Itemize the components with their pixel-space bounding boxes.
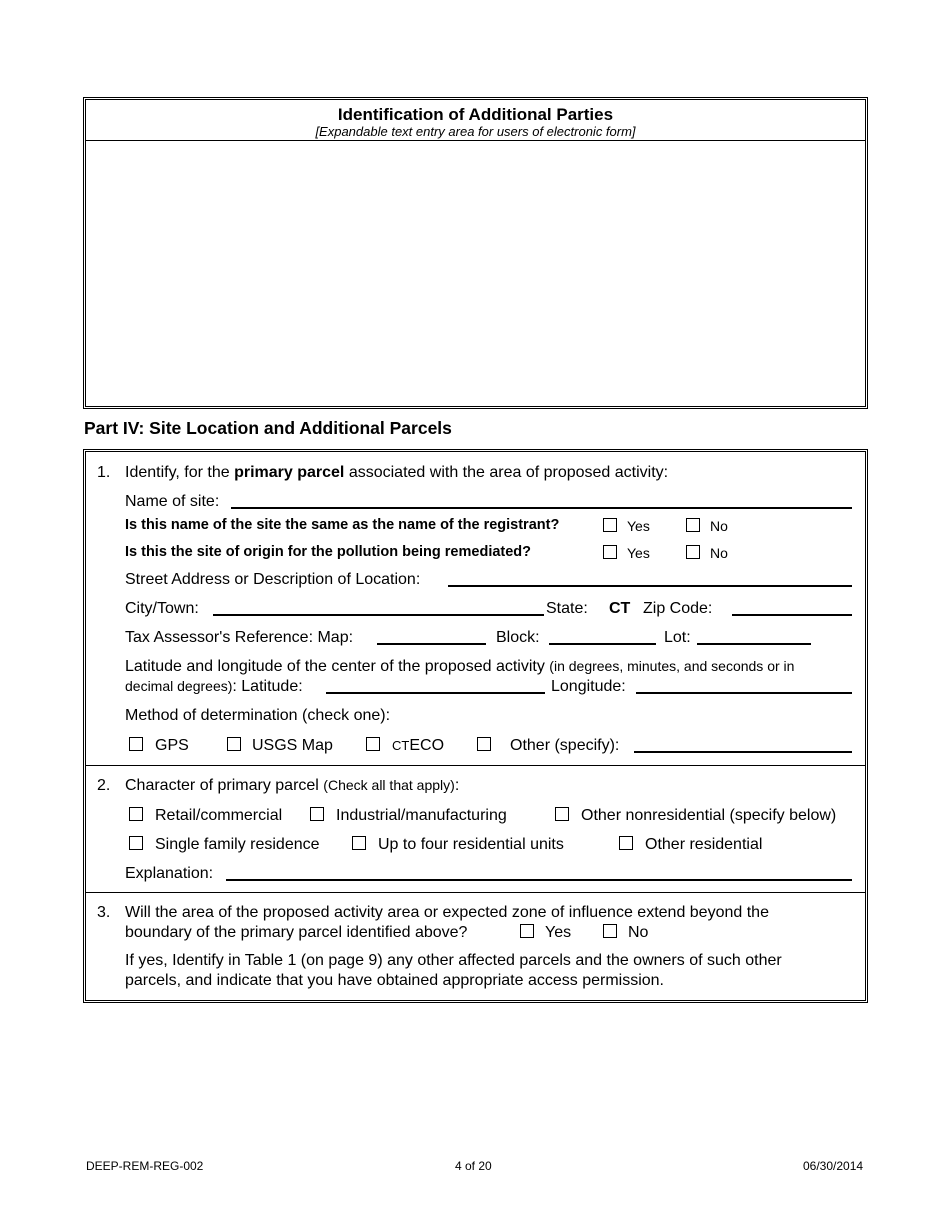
same-name-yes-checkbox[interactable] xyxy=(603,518,617,532)
industrial-label: Industrial/manufacturing xyxy=(336,807,507,824)
origin-no-checkbox[interactable] xyxy=(686,545,700,559)
additional-parties-box xyxy=(83,97,868,409)
q3-followup-line2: parcels, and indicate that you have obtained appropriate access permission. xyxy=(125,972,664,989)
origin-yes-checkbox[interactable] xyxy=(603,545,617,559)
method-other-checkbox[interactable] xyxy=(477,737,491,751)
city-field[interactable] xyxy=(213,614,544,616)
explanation-field[interactable] xyxy=(226,879,852,881)
additional-parties-subtitle: [Expandable text entry area for users of electronic form] xyxy=(315,124,636,139)
lot-label: Lot: xyxy=(664,629,691,646)
additional-parties-header xyxy=(86,100,865,141)
q2-number: 2. xyxy=(97,777,111,794)
q3-question-line2: boundary of the primary parcel identified above? xyxy=(125,924,468,941)
q3-no-checkbox[interactable] xyxy=(603,924,617,938)
other-res-checkbox[interactable] xyxy=(619,836,633,850)
explanation-label: Explanation: xyxy=(125,865,214,882)
q3-no-label: No xyxy=(628,924,649,941)
method-other-field[interactable] xyxy=(634,751,852,753)
q2-q3-divider xyxy=(86,892,865,893)
longitude-field[interactable] xyxy=(636,692,852,694)
block-field[interactable] xyxy=(549,643,656,645)
q2-title: Character of primary parcel (Check all that apply): xyxy=(125,777,460,794)
method-other-label: Other (specify): xyxy=(510,737,620,754)
site-name-label: Name of site: xyxy=(125,493,220,510)
origin-no-label: No xyxy=(710,545,728,561)
origin-yes-label: Yes xyxy=(627,545,650,561)
footer-form-id: DEEP-REM-REG-002 xyxy=(86,1159,204,1173)
q1-number: 1. xyxy=(97,464,111,481)
q1-intro: Identify, for the primary parcel associated with the area of proposed activity: xyxy=(125,464,669,481)
same-name-no-checkbox[interactable] xyxy=(686,518,700,532)
longitude-label: Longitude: xyxy=(551,678,626,695)
retail-checkbox[interactable] xyxy=(129,807,143,821)
part4-box xyxy=(83,449,868,1003)
origin-question: Is this the site of origin for the pollution being remediated? xyxy=(125,544,532,560)
same-name-question: Is this name of the site the same as the name of the registrant? xyxy=(125,517,560,533)
method-cteco-checkbox[interactable] xyxy=(366,737,380,751)
industrial-checkbox[interactable] xyxy=(310,807,324,821)
city-label: City/Town: xyxy=(125,600,199,617)
footer-date: 06/30/2014 xyxy=(803,1159,864,1173)
method-usgs-label: USGS Map xyxy=(252,737,333,754)
q3-question-line1: Will the area of the proposed activity area or expected zone of influence extend beyond the xyxy=(125,904,769,921)
up-to-four-checkbox[interactable] xyxy=(352,836,366,850)
same-name-yes-label: Yes xyxy=(627,518,650,534)
q3-yes-label: Yes xyxy=(545,924,572,941)
q3-yes-checkbox[interactable] xyxy=(520,924,534,938)
state-value: CT xyxy=(609,600,631,617)
block-label: Block: xyxy=(496,629,540,646)
retail-label: Retail/commercial xyxy=(155,807,283,824)
latitude-field[interactable] xyxy=(326,692,545,694)
lot-field[interactable] xyxy=(697,643,811,645)
q1-q2-divider xyxy=(86,765,865,766)
latlong-line1: Latitude and longitude of the center of the proposed activity (in degrees, minutes, and seconds or in xyxy=(125,658,795,675)
up-to-four-label: Up to four residential units xyxy=(378,836,564,853)
q3-number: 3. xyxy=(97,904,111,921)
method-label: Method of determination (check one): xyxy=(125,707,391,724)
single-family-checkbox[interactable] xyxy=(129,836,143,850)
site-name-field[interactable] xyxy=(231,507,852,509)
map-label: Tax Assessor's Reference: Map: xyxy=(125,629,354,646)
method-usgs-checkbox[interactable] xyxy=(227,737,241,751)
latlong-line2: decimal degrees): Latitude: xyxy=(125,678,303,695)
street-label: Street Address or Description of Location: xyxy=(125,571,421,588)
single-family-label: Single family residence xyxy=(155,836,320,853)
map-field[interactable] xyxy=(377,643,486,645)
zip-field[interactable] xyxy=(732,614,852,616)
additional-parties-text-area[interactable] xyxy=(86,141,865,406)
footer-page-number: 4 of 20 xyxy=(455,1159,492,1173)
same-name-no-label: No xyxy=(710,518,728,534)
part4-title: Part IV: Site Location and Additional Parcels xyxy=(84,418,452,438)
method-gps-checkbox[interactable] xyxy=(129,737,143,751)
additional-parties-title: Identification of Additional Parties xyxy=(337,105,614,124)
zip-label: Zip Code: xyxy=(643,600,713,617)
other-nonres-label: Other nonresidential (specify below) xyxy=(581,807,837,824)
street-field[interactable] xyxy=(448,585,852,587)
q3-followup-line1: If yes, Identify in Table 1 (on page 9) any other affected parcels and the owners of such other xyxy=(125,952,782,969)
other-nonres-checkbox[interactable] xyxy=(555,807,569,821)
method-cteco-label: CTECO xyxy=(392,737,445,754)
method-gps-label: GPS xyxy=(155,737,189,754)
other-res-label: Other residential xyxy=(645,836,763,853)
state-label: State: xyxy=(546,600,588,617)
